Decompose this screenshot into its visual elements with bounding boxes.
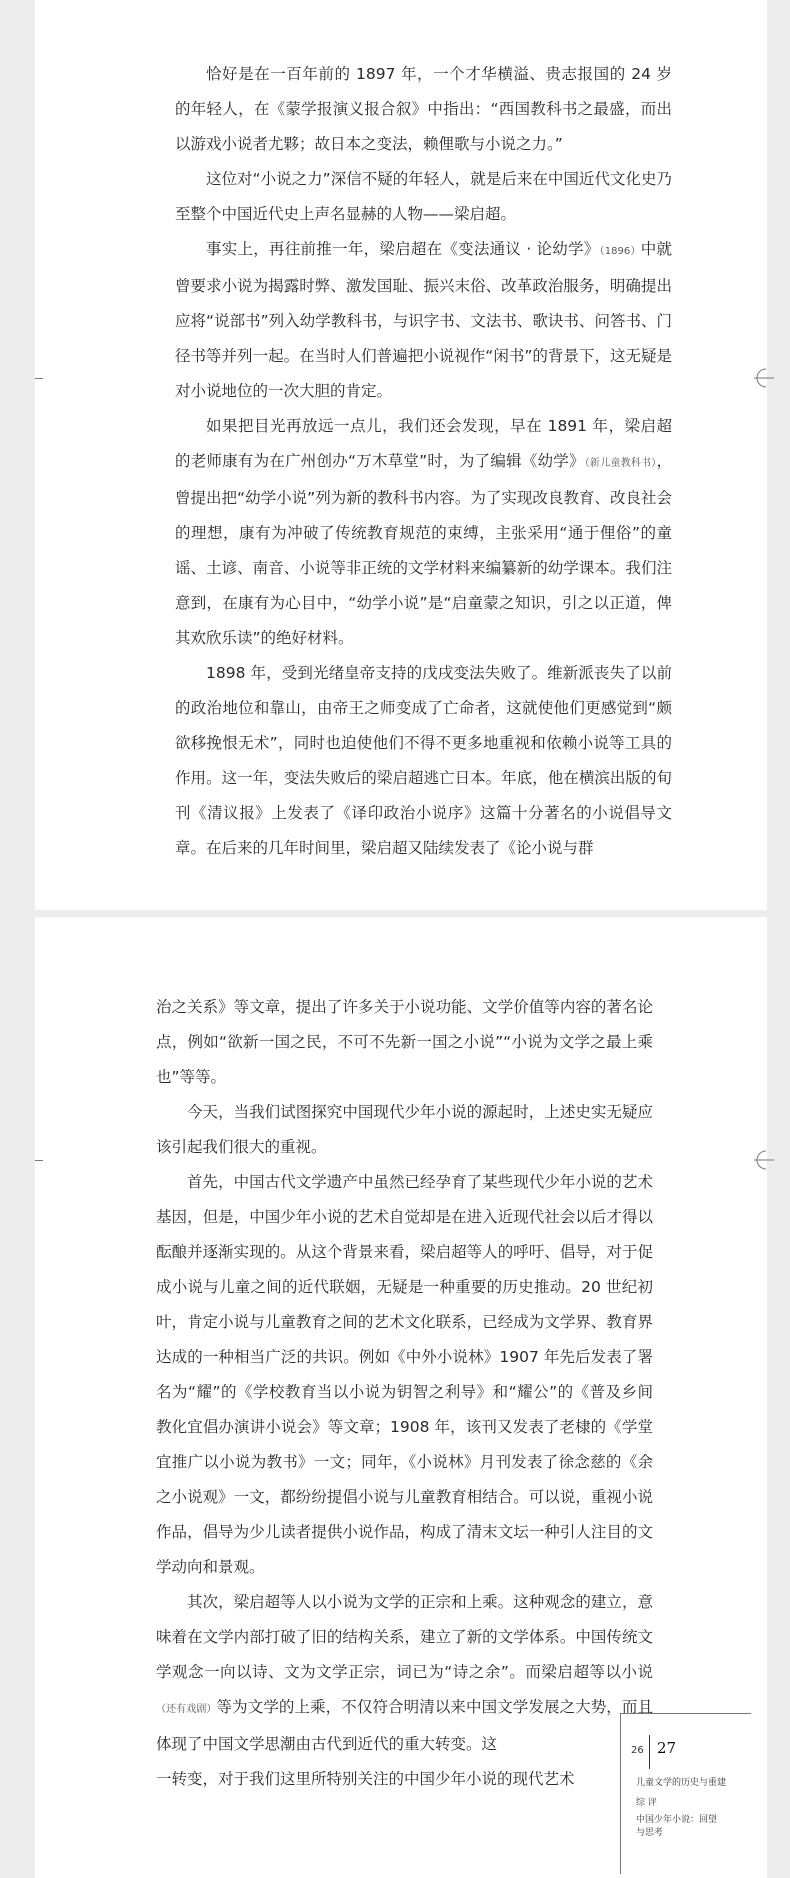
body-paragraph bbox=[156, 1585, 653, 1762]
crop-mark-left bbox=[35, 378, 43, 379]
paragraph-text: 今天，当我们试图探究中国现代少年小说的源起时，上述史实无疑应该引起我们很大的重视。 bbox=[156, 1103, 653, 1156]
body-paragraph bbox=[175, 656, 672, 866]
body-paragraph bbox=[156, 1165, 653, 1585]
page-body-text bbox=[175, 57, 672, 866]
paragraph-text: 治之关系》等文章，提出了许多关于小说功能、文学价值等内容的著名论点，例如“欲新一国之民，不可不先新一国之小说”“小说为文学之最上乘也”等等。 bbox=[156, 998, 653, 1086]
section-title: 综 评 bbox=[636, 1798, 657, 1808]
body-paragraph bbox=[175, 162, 672, 232]
crop-mark-left bbox=[35, 1160, 43, 1161]
paragraph-text: 中就曾要求小说为揭露时弊、激发国耻、振兴末俗、改革政治服务，明确提出应将“说部书”列入幼学教科书，与识字书、文法书、歌诀书、问答书、门径书等并列一起。在当时人们普遍把小说视作“闲书”的背景下，这无疑是对小说地位的一次大胆的肯定。 bbox=[175, 240, 672, 400]
chapter-title-continued: 与思考 bbox=[636, 1828, 664, 1838]
paragraph-text: ，曾提出把“幼学小说”列为新的教科书内容。为了实现改良教育、改良社会的理想，康有为冲破了传统教育规范的束缚，主张采用“通于俚俗”的童谣、土谚、南音、小说等非正统的文学材料来编纂新的幼学课本。我们注意到，在康有为心目中，“幼学小说”是“启童蒙之知识，引之以正道，俾其欢欣乐读”的绝好材料。 bbox=[175, 452, 673, 647]
chapter-title: 中国少年小说：回望 bbox=[636, 1815, 718, 1825]
paragraph-text: 一转变，对于我们这里所特别关注的中国少年小说的现代艺术 bbox=[156, 1770, 575, 1788]
book-page-upper bbox=[35, 0, 767, 910]
body-paragraph bbox=[156, 1762, 604, 1797]
paragraph-text: 事实上，再往前推一年，梁启超在《变法通议 · 论幼学》 bbox=[206, 240, 600, 258]
paragraph-text: 首先，中国古代文学遗产中虽然已经孕育了某些现代少年小说的艺术基因，但是，中国少年小说的艺术自觉却是在进入近现代社会以后才得以酝酿并逐渐实现的。从这个背景来看，梁启超等人的呼吁、倡导，对于促成小说与儿童之间的近代联姻，无疑是一种重要的历史推动。20 世纪初叶，肯定小说与儿童教育之间的艺术文化联系，已经成为文学界、教育界达成的一种相当广泛的共识。例如《中外小说林》1907 年先后发表了署名为“耀”的《学校教育当以小说为钥智之利导》和“耀公”的《普及乡间教化宜倡办演讲小说会》等文章；1908 年，该刊又发表了老棣的《学堂宜推广以小说为教书》一文；同年，《小说林》月刊发表了徐念慈的《余之小说观》一文，都纷纷提倡小说与儿童教育相结合。可以说，重视小说作品，倡导为少儿读者提供小说作品，构成了清末文坛一种引人注目的文学动向和景观。 bbox=[156, 1173, 653, 1576]
body-paragraph bbox=[156, 1095, 653, 1165]
paragraph-text: 这位对“小说之力”深信不疑的年轻人，就是后来在中国近代文化史乃至整个中国近代史上声名显赫的人物——梁启超。 bbox=[175, 170, 672, 223]
page-body-text bbox=[156, 990, 653, 1797]
paragraph-text: 其次，梁启超等人以小说为文学的正宗和上乘。这种观念的建立，意味着在文学内部打破了旧的结构关系，建立了新的文学体系。中国传统文学观念一向以诗、文为文学正宗，词已为“诗之余”。而梁启超等以小说 bbox=[156, 1593, 653, 1681]
paragraph-text: 如果把目光再放远一点儿，我们还会发现，早在 1891 年，梁启超的老师康有为在广州创办“万木草堂”时，为了编辑《幼学》 bbox=[175, 417, 672, 470]
paragraph-text: 1898 年，受到光绪皇帝支持的戊戌变法失败了。维新派丧失了以前的政治地位和靠山，由帝王之师变成了亡命者，这就使他们更感觉到“颇欲移挽恨无术”，同时也迫使他们不得不更多地重视和依赖小说等工具的作用。这一年，变法失败后的梁启超逃亡日本。年底，他在横滨出版的旬刊《清议报》上发表了《译印政治小说序》这篇十分著名的小说倡导文章。在后来的几年时间里，梁启超又陆续发表了《论小说与群 bbox=[175, 664, 672, 857]
inline-note: （新儿童教科书） bbox=[584, 458, 657, 469]
body-paragraph bbox=[175, 57, 672, 162]
body-paragraph bbox=[175, 409, 672, 656]
inline-note: （还有戏剧） bbox=[156, 1704, 217, 1715]
right-page-number: 27 bbox=[657, 1739, 677, 1757]
registration-mark-right bbox=[746, 1149, 774, 1171]
paragraph-text: 恰好是在一百年前的 1897 年，一个才华横溢、贵志报国的 24 岁的年轻人，在《蒙学报演义报合叙》中指出：“西国教科书之最盛，而出以游戏小说者尤夥；故日本之变法，赖俚歌与小说之力。” bbox=[175, 65, 672, 153]
left-page-number: 26 bbox=[631, 1745, 644, 1756]
inline-note: （1896） bbox=[599, 246, 641, 257]
page-number-divider bbox=[649, 1735, 650, 1769]
registration-mark-right bbox=[746, 367, 774, 389]
book-title: 儿童文学的历史与重建 bbox=[636, 1778, 727, 1788]
body-paragraph bbox=[175, 232, 672, 409]
page-footer bbox=[620, 1713, 751, 1874]
body-paragraph bbox=[156, 990, 653, 1095]
paragraph-text: 等为文学的上乘，不仅符合明清以来中国文学发展之大势，而且体现了中国文学思潮由古代到近代的重大转变。这 bbox=[156, 1698, 653, 1753]
